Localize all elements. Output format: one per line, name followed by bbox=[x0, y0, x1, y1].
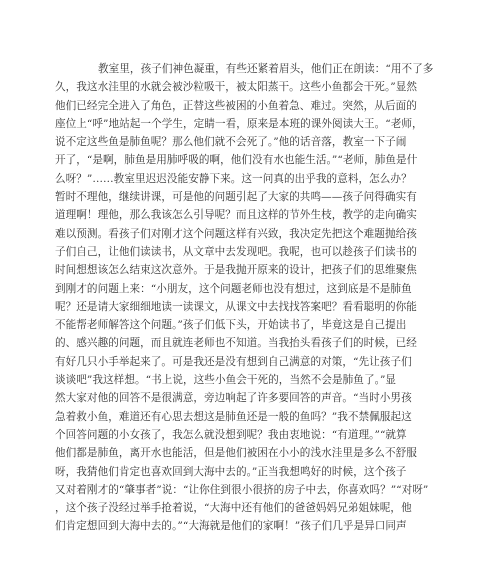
paragraph-line: 呢？还是请大家细细地读一读课文，从课文中去找找答案吧？看看聪明的你能 bbox=[55, 300, 417, 313]
paragraph-line: 又对着刚才的“肇事者”说：“让你住到很小很挤的房子中去，你喜欢吗？”“对呀” bbox=[55, 483, 429, 496]
paragraph-line: 久，我这水洼里的水就会被沙粒吸干，被太阳蒸干。这些小鱼都会干死。”显然 bbox=[55, 81, 418, 94]
paragraph-line: 道理啊！理他，那么我该怎么引导呢？而且这样的节外生枝，教学的走向确实 bbox=[55, 209, 417, 222]
paragraph-line: 开了，“是啊，肺鱼是用肺呼吸的啊，他们没有水也能生活。”“老师，肺鱼是什 bbox=[55, 154, 418, 167]
paragraph-line: 么呀？”……教室里迟迟没能安静下来。这一问真的出乎我的意料，怎么办？ bbox=[55, 172, 412, 185]
paragraph-line: 不能帮老师解答这个问题。”孩子们低下头，开始读书了，毕竟这是自己提出 bbox=[55, 319, 407, 332]
paragraph-line: 们肯定想回到大海中去的。”“大海就是他们的家啊！”孩子们几乎是异口同声 bbox=[55, 520, 407, 533]
paragraph-line: 的、感兴趣的问题，而且就连老师也不知道。当我抬头看孩子们的时候，已经 bbox=[55, 337, 417, 350]
paragraph-line: ，这个孩子没经过举手抢着说，“大海中还有他们的爸爸妈妈兄弟姐妹呢，他 bbox=[55, 502, 412, 515]
paragraph-line: 个回答问题的小女孩了，我怎么就没想到呢？我由衷地说：“有道理。”“就算 bbox=[55, 428, 407, 441]
paragraph-line: 时间想想该怎么结束这次意外。于是我抛开原来的设计，把孩子们的思维聚焦 bbox=[55, 264, 417, 277]
paragraph-line: 暂时不理他，继续讲课，可是他的问题引起了大家的共鸣——孩子问得确实有 bbox=[55, 191, 417, 204]
paragraph-line: 子们自己，让他们读读书，从文章中去发现吧。我呢，也可以趁孩子们读书的 bbox=[55, 245, 417, 258]
paragraph-line: 有好几只小手举起来了。可是我还是没有想到自己满意的对策，“先让孩子们 bbox=[55, 355, 412, 368]
paragraph-line: 到刚才的问题上来：“小朋友，这个问题老师也没有想过，这到底是不是肺鱼 bbox=[55, 282, 412, 295]
paragraph-line: 然大家对他的回答不是很满意，旁边响起了许多要回答的声音。“当时小男孩 bbox=[55, 392, 412, 405]
paragraph-line: 呀，我猜他们肯定也喜欢回到大海中去的。”正当我想鸣好的时候，这个孩子 bbox=[55, 465, 407, 478]
paragraph-line: 座位上“呼”地站起一个学生，定睛一看，原来是本班的课外阅读大王。“老师， bbox=[55, 117, 423, 130]
paragraph-line: 他们都是肺鱼，离开水也能活，但是他们被困在小小的浅水洼里是多么不舒服 bbox=[55, 447, 417, 460]
paragraph-line: 谈谈吧”我这样想。“书上说，这些小鱼会干死的，当然不会是肺鱼了。”显 bbox=[55, 374, 397, 387]
paragraph-line: 说不定这些鱼是肺鱼呢？那么他们就不会死了。”他的话音落，教室一下子闹 bbox=[55, 136, 407, 149]
paragraph-line: 他们已经完全进入了角色，正替这些被困的小鱼着急、难过。突然，从后面的 bbox=[55, 99, 417, 112]
paragraph-line: 教室里，孩子们神色凝重，有些还紧着眉头，他们正在朗读：“用不了多 bbox=[98, 63, 434, 75]
paragraph-line: 急着救小鱼，难道还有心思去想这是肺鱼还是一般的鱼吗？”我不禁佩服起这 bbox=[55, 410, 412, 423]
paragraph-line: 难以预测。看孩子们对刚才这个问题这样有兴致，我决定先把这个难题抛给孩 bbox=[55, 227, 417, 240]
article-body bbox=[55, 60, 443, 536]
